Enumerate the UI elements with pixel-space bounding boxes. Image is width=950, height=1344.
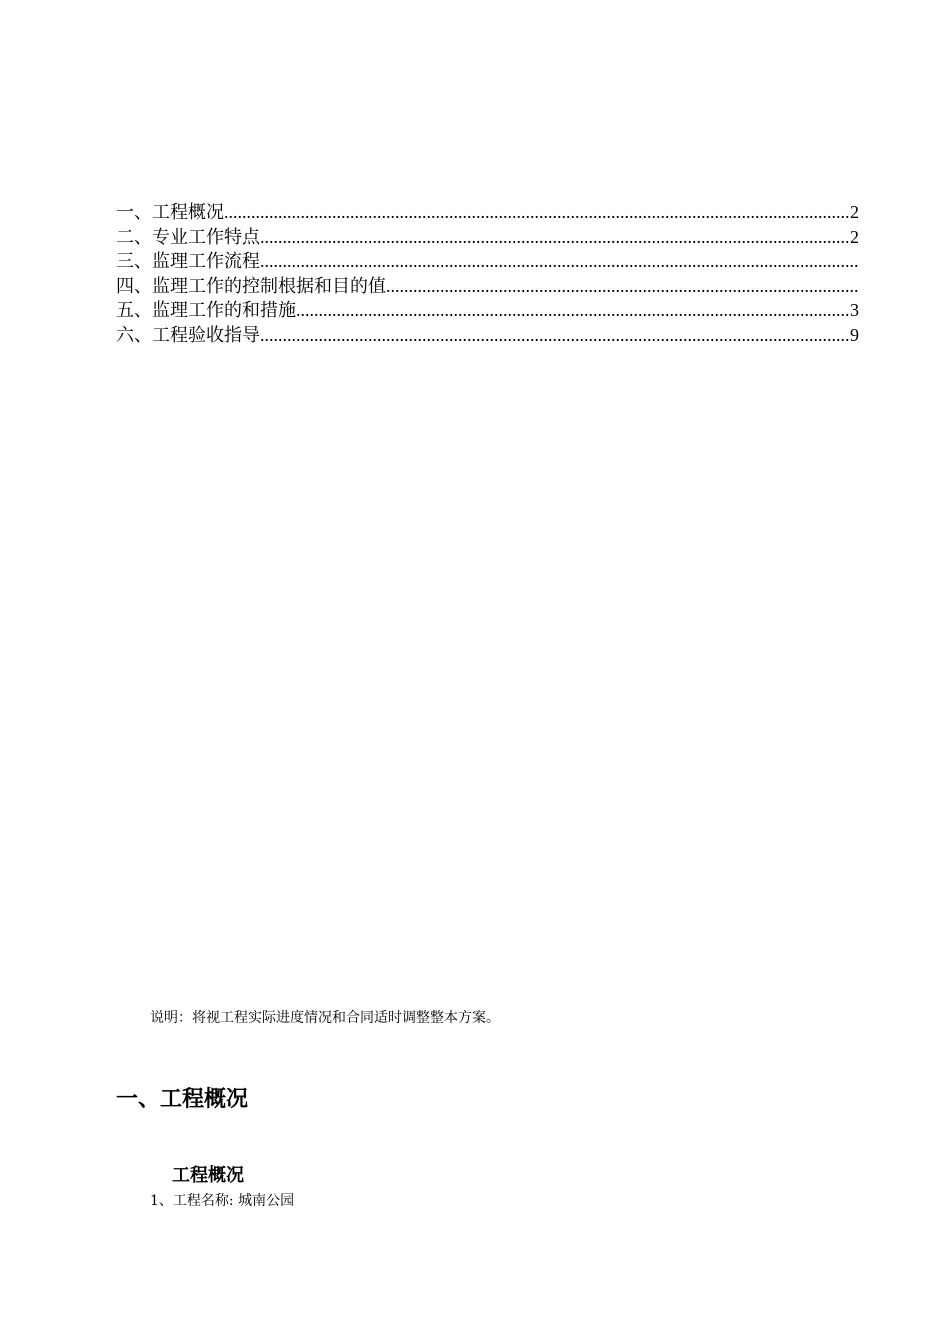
toc-dot-leader [260, 249, 859, 274]
toc-entry-page: 2 [850, 226, 859, 247]
toc-dot-leader [260, 323, 850, 348]
section-heading: 一、工程概况 [116, 1087, 249, 1112]
toc-entry[interactable] [116, 225, 859, 250]
toc-entry-title: 二、专业工作特点 [116, 226, 260, 248]
toc-entry-page: 3 [850, 300, 859, 320]
toc-entry[interactable] [116, 200, 859, 225]
toc-entry-title: 六、工程验收指导 [116, 324, 260, 346]
toc-entry-title: 三、监理工作流程 [116, 251, 260, 272]
toc-entry-title: 五、监理工作的和措施 [116, 300, 296, 321]
toc-entry[interactable] [116, 323, 859, 348]
toc-dot-leader [386, 274, 859, 299]
toc-entry-title: 一、工程概况 [116, 202, 224, 223]
explanatory-note: 说明：将视工程实际进度情况和合同适时调整整本方案。 [150, 1010, 500, 1026]
toc-dot-leader [260, 225, 850, 250]
toc-entry[interactable] [116, 274, 859, 299]
toc-entry-page: 2 [850, 202, 859, 222]
project-name-line: 1、工程名称: 城南公园 [150, 1193, 295, 1209]
toc-entry[interactable] [116, 298, 859, 323]
section-subheading: 工程概况 [172, 1165, 244, 1186]
toc-entry[interactable] [116, 249, 859, 274]
toc-entry-page: 9 [850, 324, 859, 345]
toc-entry-title: 四、监理工作的控制根据和目的值 [116, 275, 386, 297]
toc-dot-leader [296, 298, 850, 323]
table-of-contents [116, 200, 859, 347]
toc-dot-leader [224, 200, 850, 225]
